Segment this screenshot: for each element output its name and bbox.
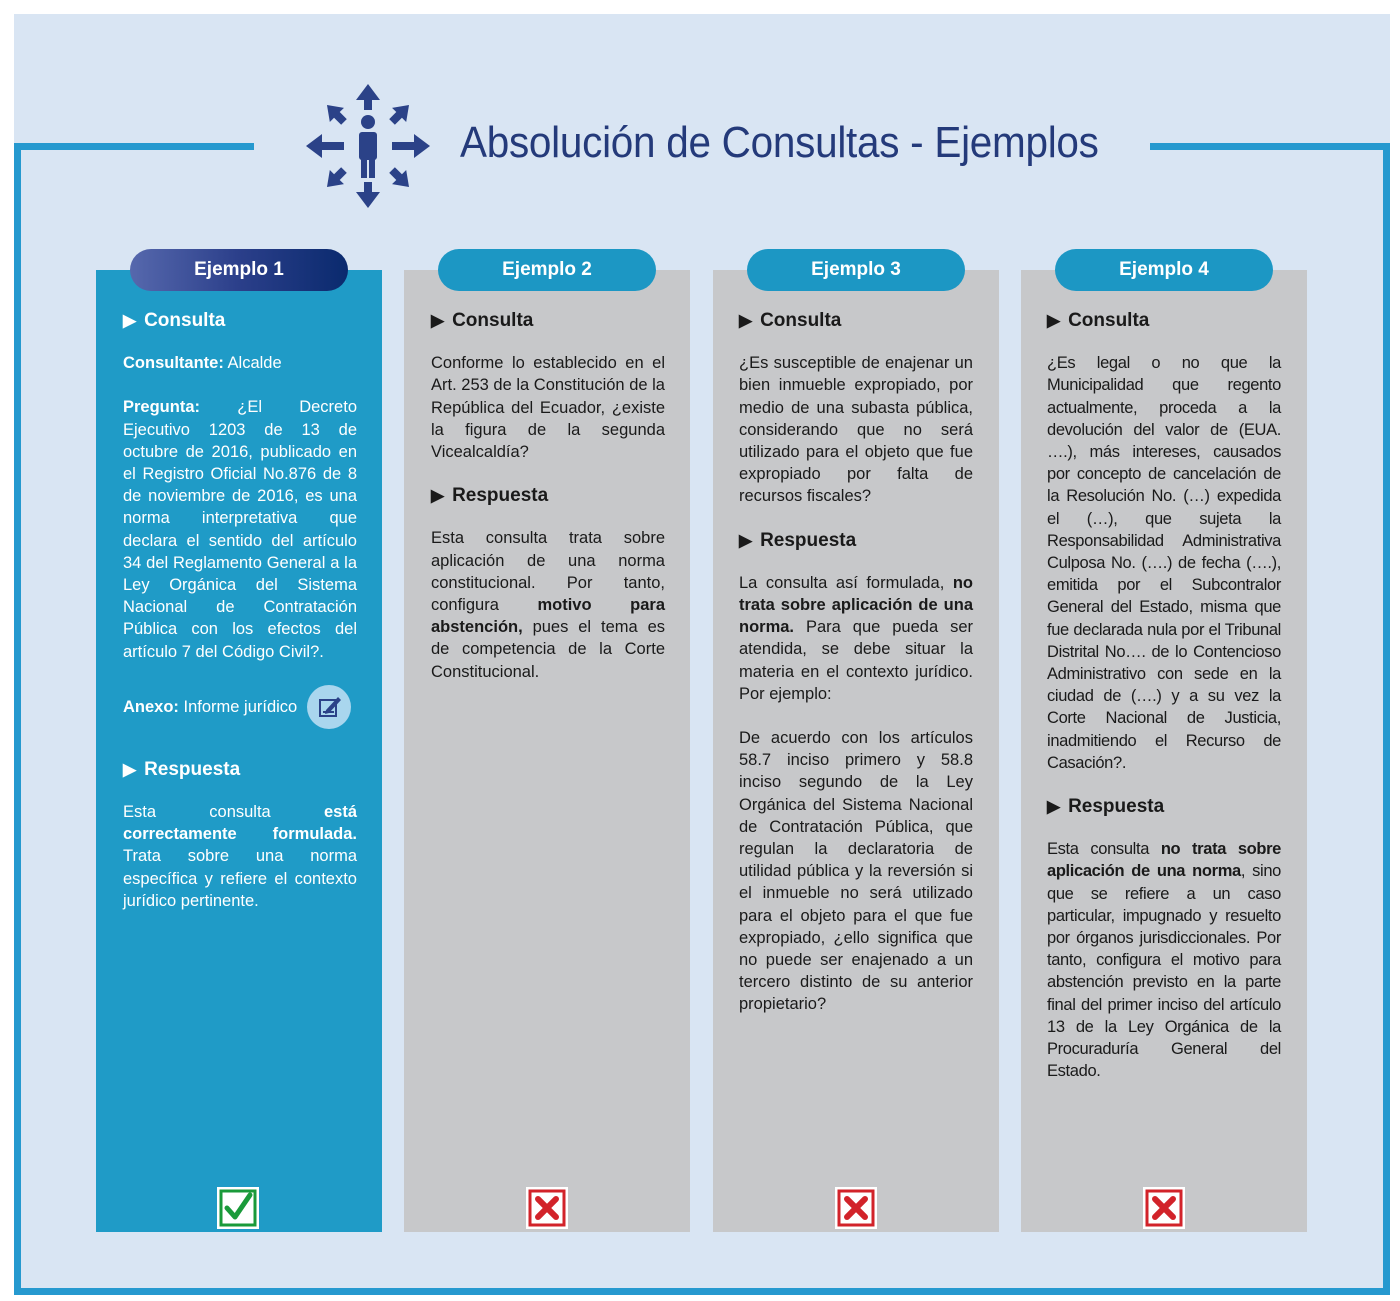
triangle-right-icon: ▶ [123,759,137,779]
triangle-right-icon: ▶ [739,311,753,330]
consultante-line: Consultante: Alcalde [123,354,282,373]
triangle-right-icon: ▶ [1047,311,1061,330]
ejemplo-paragraph: De acuerdo con los artículos 58.7 inciso primero y 58.8 inciso segundo de la Ley Orgánica del Sistema Nacional de Contratación Pública, que regulan la declaratoria de utilidad pública y la reversión si el inmueble no será utilizado para el objeto para el que fue expropiado, ¿ello significa que no puede ser enajenado a un tercero distinto de su anterior propietario? [739,729,973,1014]
consulta-paragraph: ¿Es legal o no que la Municipalidad que regento actualmente, proceda a la devolución del valor de (EUA. ….), más intereses, causados por concepto de cancelación de la Resolución No. (…) expedida el (…), que sujeta la Responsabilidad Administrativa Culposa No. (….) de fecha (….), emitida por el Subcontralor General del Estado, misma que fue declarada nula por el Tribunal Distrital No…. de lo Contencioso Administrativo con sede en la ciudad de (….) y a su vez la Corte Nacional de Justicia, inadmitiendo el Recurso de Casación?. [1047,354,1281,772]
frame-line-bottom [14,1288,1390,1295]
triangle-right-icon: ▶ [123,311,137,330]
cross-icon [1142,1186,1186,1230]
respuesta-paragraph: Esta consulta está correctamente formulada. Trata sobre una norma específica y refiere el contexto jurídico pertinente. [123,803,357,910]
section-heading-consulta: ▶ Consulta [739,310,842,331]
frame-line-top-right [1150,143,1390,150]
frame-line-left [14,143,21,1295]
pregunta-paragraph: Pregunta: ¿El Decreto Ejecutivo 1203 de 13 de octubre de 2016, publicado en el Registro Oficial No.876 de 8 de noviembre de 2016, es una norma interpretativa que declara el sentido del artículo 34 del Reglamento General a la Ley Orgánica del Sistema Nacional de Contratación Pública con los efectos del artículo 7 del Código Civil?. [123,398,357,661]
section-heading-consulta: ▶ Consulta [123,310,226,331]
tab-ejemplo-1[interactable]: Ejemplo 1 [130,249,348,291]
section-heading-consulta: ▶ Consulta [431,310,534,331]
column-content-4 [1047,310,1281,1105]
respuesta-paragraph: Esta consulta no trata sobre aplicación de una norma, sino que se refiere a un caso particular, impugnado y resuelto por órganos jurisdiccionales. Por tanto, configura el motivo para abstención previsto en la parte final del primer inciso del artículo 13 de la Ley Orgánica de la Procuraduría General del Estado. [1047,840,1281,1081]
frame-line-top-left [14,143,254,150]
column-content-3 [739,310,973,1038]
respuesta-paragraph: Esta consulta trata sobre aplicación de una norma constitucional. Por tanto, configura motivo para abstención, pues el tema es de competencia de la Corte Constitucional. [431,529,665,681]
triangle-right-icon: ▶ [739,530,753,550]
section-heading-respuesta: ▶ Respuesta [123,758,241,780]
person-arrows-icon [304,84,432,208]
column-content-1 [123,310,357,934]
column-content-2 [431,310,665,705]
triangle-right-icon: ▶ [431,311,445,330]
tab-ejemplo-2[interactable]: Ejemplo 2 [438,249,656,291]
consulta-paragraph: ¿Es susceptible de enajenar un bien inmueble expropiado, por medio de una subasta pública, considerando que no será utilizado para el objeto que fue expropiado por falta de recursos fiscales? [739,354,973,506]
tab-ejemplo-3[interactable]: Ejemplo 3 [747,249,965,291]
consulta-paragraph: Conforme lo establecido en el Art. 253 de la Constitución de la República del Ecuador, ¿existe la figura de la segunda Vicealcaldía? [431,354,665,462]
section-heading-respuesta: ▶ Respuesta [1047,796,1165,818]
frame-line-right [1383,143,1390,1295]
page-title: Absolución de Consultas - Ejemplos [460,118,1099,167]
check-icon [216,1186,260,1230]
anexo-line: Anexo: Informe jurídico [123,685,357,729]
respuesta-paragraph: La consulta así formulada, no trata sobre aplicación de una norma. Para que pueda ser atendida, se debe situar la materia en el contexto jurídico. Por ejemplo: [739,573,973,703]
tab-ejemplo-4[interactable]: Ejemplo 4 [1055,249,1273,291]
triangle-right-icon: ▶ [1047,797,1061,817]
triangle-right-icon: ▶ [431,486,445,506]
section-heading-respuesta: ▶ Respuesta [739,529,857,551]
section-heading-consulta: ▶ Consulta [1047,310,1150,331]
section-heading-respuesta: ▶ Respuesta [431,485,549,507]
cross-icon [834,1186,878,1230]
document-sign-icon[interactable] [307,685,351,729]
cross-icon [525,1186,569,1230]
